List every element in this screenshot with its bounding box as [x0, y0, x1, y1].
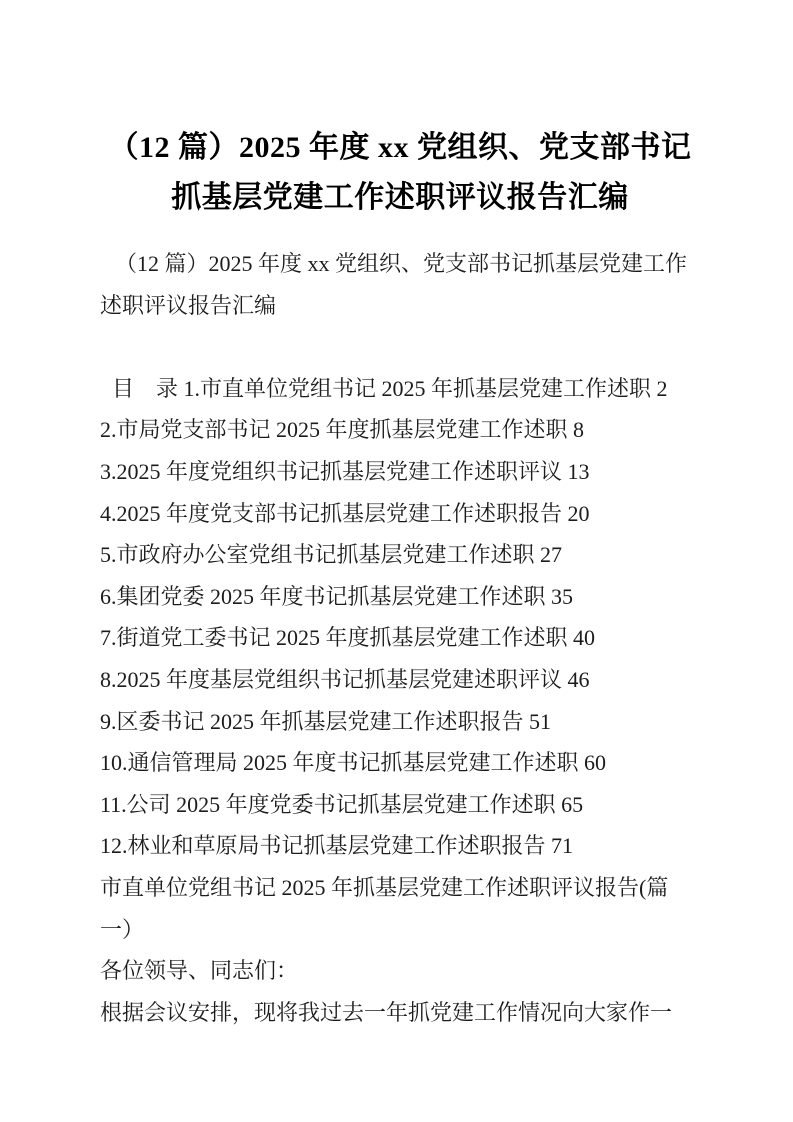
table-of-contents — [100, 368, 700, 867]
intro-line-1: （12 篇）2025 年度 xx 党组织、党支部书记抓基层党建工作 — [115, 251, 688, 276]
intro-line-2: 述职评议报告汇编 — [100, 292, 277, 318]
toc-line-9: 9.区委书记 2025 年抓基层党建工作述职报告 51 — [100, 708, 552, 734]
intro-paragraph — [100, 243, 700, 326]
toc-line-4: 4.2025 年度党支部书记抓基层党建工作述职报告 20 — [100, 500, 590, 526]
toc-line-1: 目 录 1.市直单位党组书记 2025 年抓基层党建工作述职 2 — [112, 375, 668, 401]
toc-line-7: 7.街道党工委书记 2025 年度抓基层党建工作述职 40 — [100, 625, 596, 651]
report-salutation: 各位领导、同志们： — [100, 958, 299, 984]
title-line-2: 抓基层党建工作述职评议报告汇编 — [171, 181, 629, 214]
document-title — [100, 123, 700, 223]
toc-line-5: 5.市政府办公室党组书记抓基层党建工作述职 27 — [100, 542, 563, 568]
report-heading-line-1: 市直单位党组书记 2025 年抓基层党建工作述职评议报告(篇 — [100, 874, 669, 900]
toc-line-6: 6.集团党委 2025 年度书记抓基层党建工作述职 35 — [100, 583, 574, 609]
toc-line-11: 11.公司 2025 年度党委书记抓基层党建工作述职 65 — [100, 791, 584, 817]
toc-line-2: 2.市局党支部书记 2025 年度抓基层党建工作述职 8 — [100, 417, 585, 443]
toc-line-10: 10.通信管理局 2025 年度书记抓基层党建工作述职 60 — [100, 750, 607, 776]
toc-line-12: 12.林业和草原局书记抓基层党建工作述职报告 71 — [100, 833, 574, 859]
report-heading-line-2: 一） — [100, 916, 145, 942]
toc-line-3: 3.2025 年度党组织书记抓基层党建工作述职评议 13 — [100, 458, 590, 484]
report-body — [100, 867, 700, 1033]
report-body-line-1: 根据会议安排，现将我过去一年抓党建工作情况向大家作一 — [100, 999, 673, 1025]
title-line-1: （12 篇）2025 年度 xx 党组织、党支部书记 — [108, 131, 692, 164]
toc-line-8: 8.2025 年度基层党组织书记抓基层党建述职评议 46 — [100, 666, 590, 692]
